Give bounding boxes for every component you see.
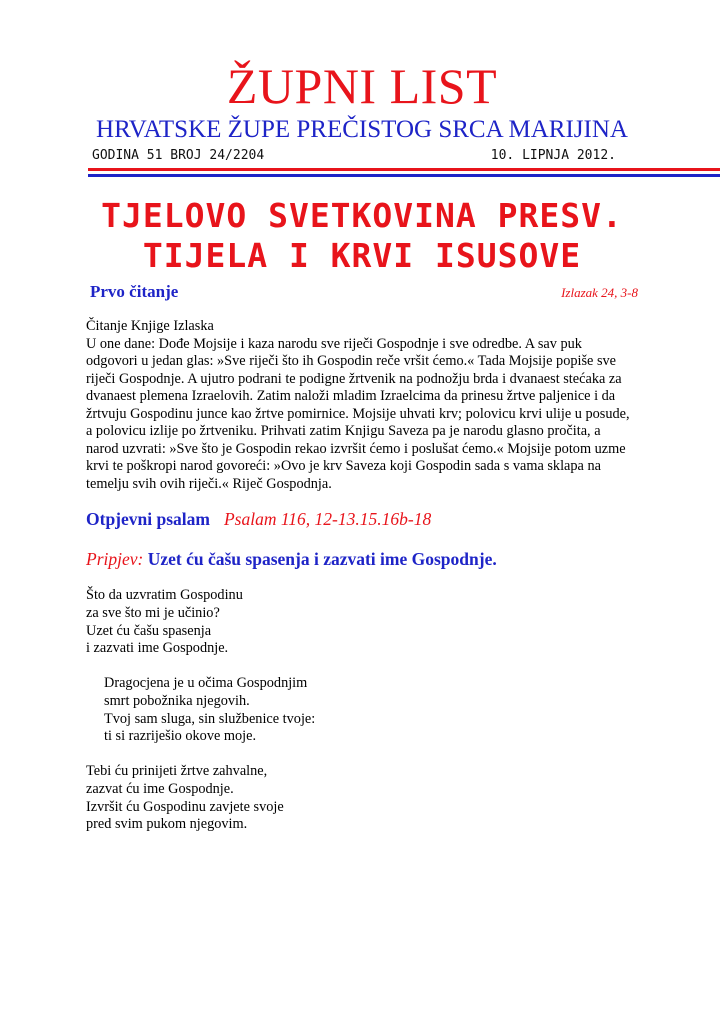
psalm-stanza-2 <box>104 675 604 746</box>
stanza-line: Uzet ću čašu spasenja <box>86 622 212 639</box>
feast-title-line-2: TIJELA I KRVI ISUSOVE <box>142 236 582 275</box>
blue-divider <box>88 174 720 177</box>
first-reading-text: U one dane: Dođe Mojsije i kaza narodu sve riječi Gospodnje i sve odredbe. A sav puk odgovori u jedan glas: »Sve riječi što ih Gospodin reče vršit ćemo.« Tada Mojsije popiše sve riječi Gospodnje. A ujutro podrani te podigne žrtvenik na podnožju brda i dvanaest stećaka za dvanaest plemena Izraelovih. Zatim naloži mladim Izraelcima da prinesu žrtve paljenice i da žrtvuju Gospodinu junce kao žrtve pomirnice. Mojsije uhvati krv; polovicu krvi ulije u posude, a polovicu izlije po žrtveniku. Prihvati zatim Knjigu Saveza pa je narodu glasno pročita, a narod uzvrati: »Sve što je Gospodin rekao izvršit ćemo i poslušat ćemo.« Mojsije potom uzme krvi te poškropi narod govoreći: »Ovo je krv Saveza koji Gospodin sada s vama sklapa na temelju svih ovih riječi.« Riječ Gospodnja. <box>86 335 630 492</box>
stanza-line: zazvat ću ime Gospodnje. <box>86 780 234 797</box>
feast-title-line-1: TJELOVO SVETKOVINA PRESV. <box>101 196 623 235</box>
stanza-line: smrt pobožnika njegovih. <box>104 692 250 709</box>
stanza-line: i zazvati ime Gospodnje. <box>86 640 229 657</box>
psalm-header <box>86 506 646 532</box>
white-divider <box>88 171 720 173</box>
psalm-stanza-1 <box>86 587 586 658</box>
psalm-label: Otpjevni psalam <box>86 509 210 529</box>
psalm-reference: Psalam 116, 12-13.15.16b-18 <box>223 509 432 529</box>
stanza-line: Što da uzvratim Gospodinu <box>86 587 243 603</box>
issue-date: 10. LIPNJA 2012. <box>490 148 616 163</box>
refrain-text: Uzet ću čašu spasenja i zazvati ime Gospodnje. <box>147 549 497 569</box>
feast-title <box>80 196 644 276</box>
first-reading-intro: Čitanje Knjige Izlaska <box>86 318 214 334</box>
issue-line <box>92 147 616 165</box>
stanza-line: pred svim pukom njegovim. <box>86 816 248 833</box>
stanza-line: Izvršit ću Gospodinu zavjete svoje <box>86 798 284 815</box>
issue-number: GODINA 51 BROJ 24/2204 <box>92 148 265 163</box>
stanza-line: ti si razriješio okove moje. <box>104 728 257 745</box>
psalm-refrain <box>86 546 646 572</box>
first-reading-reference: Izlazak 24, 3-8 <box>561 285 638 300</box>
first-reading-header <box>90 280 638 304</box>
masthead-title: ŽUPNI LIST <box>226 58 498 114</box>
first-reading-label: Prvo čitanje <box>90 282 179 301</box>
stanza-line: Tebi ću prinijeti žrtve zahvalne, <box>86 763 268 779</box>
stanza-line: Tvoj sam sluga, sin službenice tvoje: <box>104 710 316 727</box>
psalm-stanza-3 <box>86 763 586 834</box>
stanza-line: za sve što mi je učinio? <box>86 604 220 621</box>
refrain-label: Pripjev: <box>86 549 144 569</box>
masthead-subtitle: HRVATSKE ŽUPE PREČISTOG SRCA MARIJINA <box>96 116 628 143</box>
stanza-line: Dragocjena je u očima Gospodnjim <box>104 675 308 691</box>
first-reading-body <box>86 318 636 493</box>
